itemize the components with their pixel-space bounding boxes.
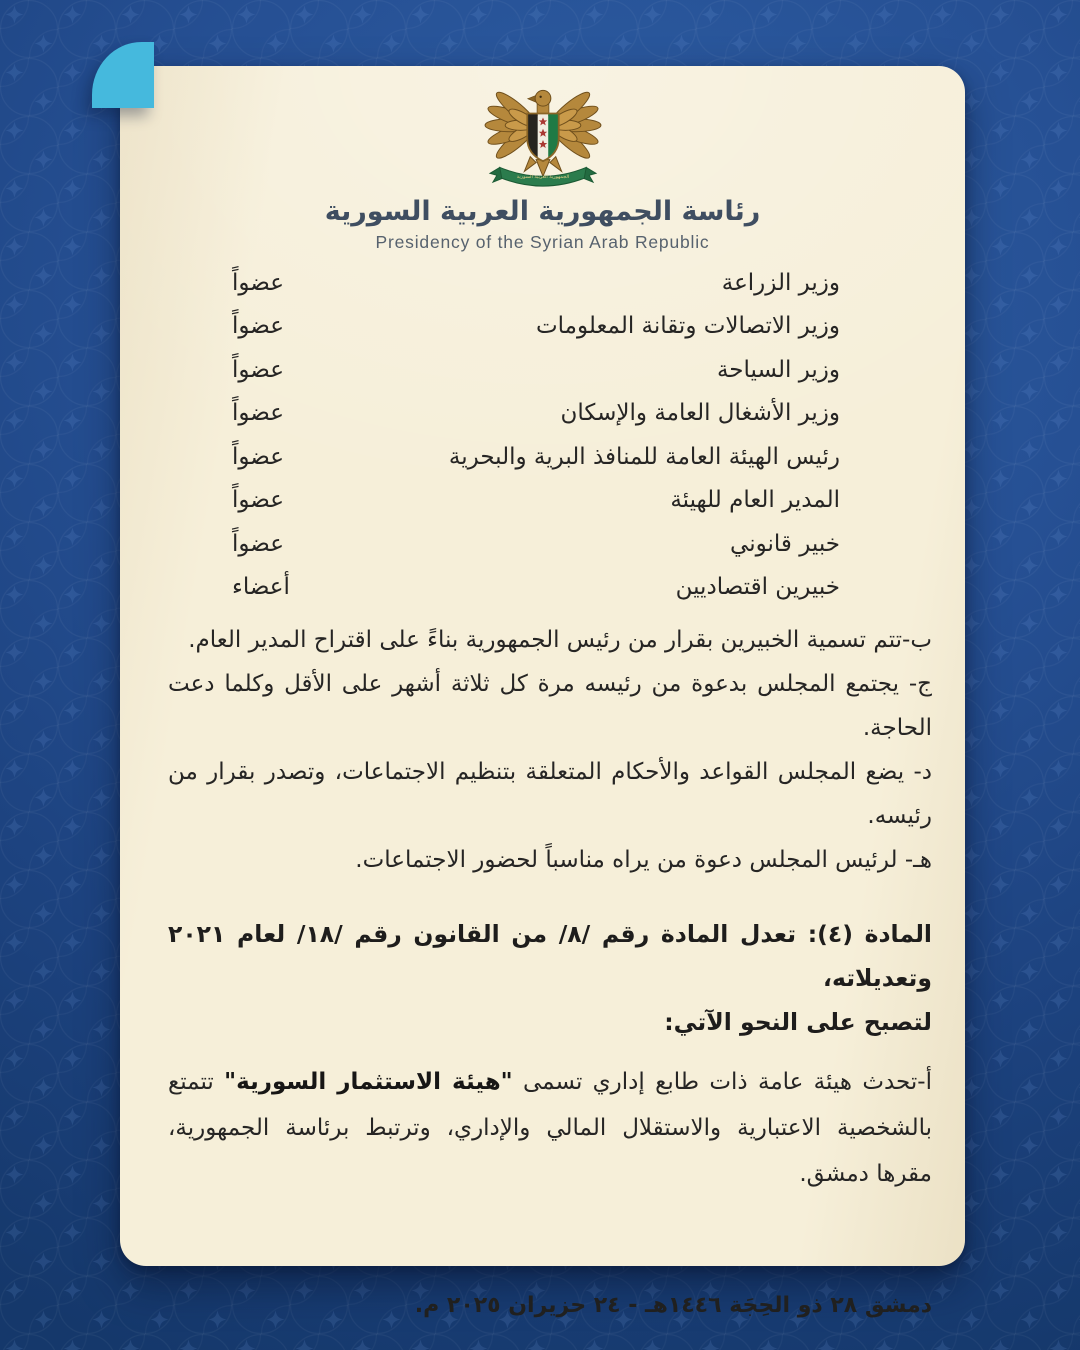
article-4-heading-line: لتصبح على النحو الآتي:: [664, 1008, 932, 1036]
member-role: عضواً: [232, 313, 284, 340]
presidency-title-english: Presidency of the Syrian Arab Republic: [375, 232, 710, 252]
member-title: المدير العام للهيئة: [670, 487, 840, 514]
article-4-heading: [168, 912, 932, 1044]
emblem-banner-text: الجمهورية العربية السورية: [516, 174, 569, 181]
clause-line: ج- يجتمع المجلس بدعوة من رئيسه مرة كل ثلاثة أشهر على الأقل وكلما دعت: [168, 671, 932, 697]
document-paper: [120, 66, 965, 1318]
investment-authority-name: "هيئة الاستثمار السورية": [224, 1069, 513, 1095]
member-title: رئيس الهيئة العامة للمنافذ البرية والبحرية: [448, 443, 840, 470]
clause-line: هـ- لرئيس المجلس دعوة من يراه مناسباً لحضور الاجتماعات.: [355, 847, 932, 873]
member-row: [232, 261, 840, 305]
member-row: [232, 522, 840, 566]
clause-e: [168, 838, 932, 882]
member-row: [232, 479, 840, 523]
clauses-block: [168, 618, 932, 882]
syrian-eagle-emblem: [484, 84, 602, 192]
issue-date-line: دمشق ٢٨ ذو الحِجَة ١٤٤٦هـ - ٢٤ حزيران ٢٠٢٥ م.: [414, 1293, 932, 1318]
clause-d: [168, 750, 932, 838]
member-title: خبيرين اقتصاديين: [675, 574, 840, 601]
member-role: عضواً: [232, 530, 284, 557]
eagle-head: [527, 90, 550, 115]
member-title: وزير الزراعة: [721, 269, 840, 296]
member-row: [232, 305, 840, 349]
eagle-shield: [527, 113, 558, 161]
member-role: أعضاء: [232, 574, 290, 601]
member-title: خبير قانوني: [730, 530, 840, 557]
clause-line: ب-تتم تسمية الخبيرين بقرار من رئيس الجمهورية بناءً على اقتراح المدير العام.: [188, 627, 932, 653]
member-title: وزير الاتصالات وتقانة المعلومات: [535, 313, 840, 340]
article-4-clause-a: [168, 1059, 932, 1197]
member-row: [232, 566, 840, 610]
member-row: [232, 392, 840, 436]
document-content: [120, 66, 965, 1318]
member-role: عضواً: [232, 356, 284, 383]
clause-c: [168, 662, 932, 750]
council-members-list: [232, 261, 840, 609]
clause-b: [168, 618, 932, 662]
article-4-heading-line: المادة (٤): تعدل المادة رقم /٨/ من القانون رقم /١٨/ لعام ٢٠٢١ وتعديلاته،: [168, 920, 932, 992]
clause-line: د- يضع المجلس القواعد والأحكام المتعلقة بتنظيم الاجتماعات، وتصدر بقرار من: [168, 759, 932, 785]
member-role: عضواً: [232, 443, 284, 470]
member-title: وزير الأشغال العامة والإسكان: [560, 400, 840, 427]
clause-line: رئيسه.: [867, 803, 932, 829]
clause-a-suffix: تتمتع بالشخصية الاعتبارية والاستقلال المالي والإداري، وترتبط برئاسة الجمهورية، مقرها دمشق.: [168, 1069, 932, 1187]
member-role: عضواً: [232, 269, 284, 296]
member-role: عضواً: [232, 400, 284, 427]
member-role: عضواً: [232, 487, 284, 514]
presidency-title-arabic: رئاسة الجمهورية العربية السورية: [324, 196, 761, 227]
member-row: [232, 435, 840, 479]
clause-a-prefix: أ-تحدث هيئة عامة ذات طابع إداري تسمى: [512, 1069, 932, 1095]
member-row: [232, 348, 840, 392]
member-title: وزير السياحة: [716, 356, 840, 383]
clause-line: الحاجة.: [862, 715, 932, 741]
